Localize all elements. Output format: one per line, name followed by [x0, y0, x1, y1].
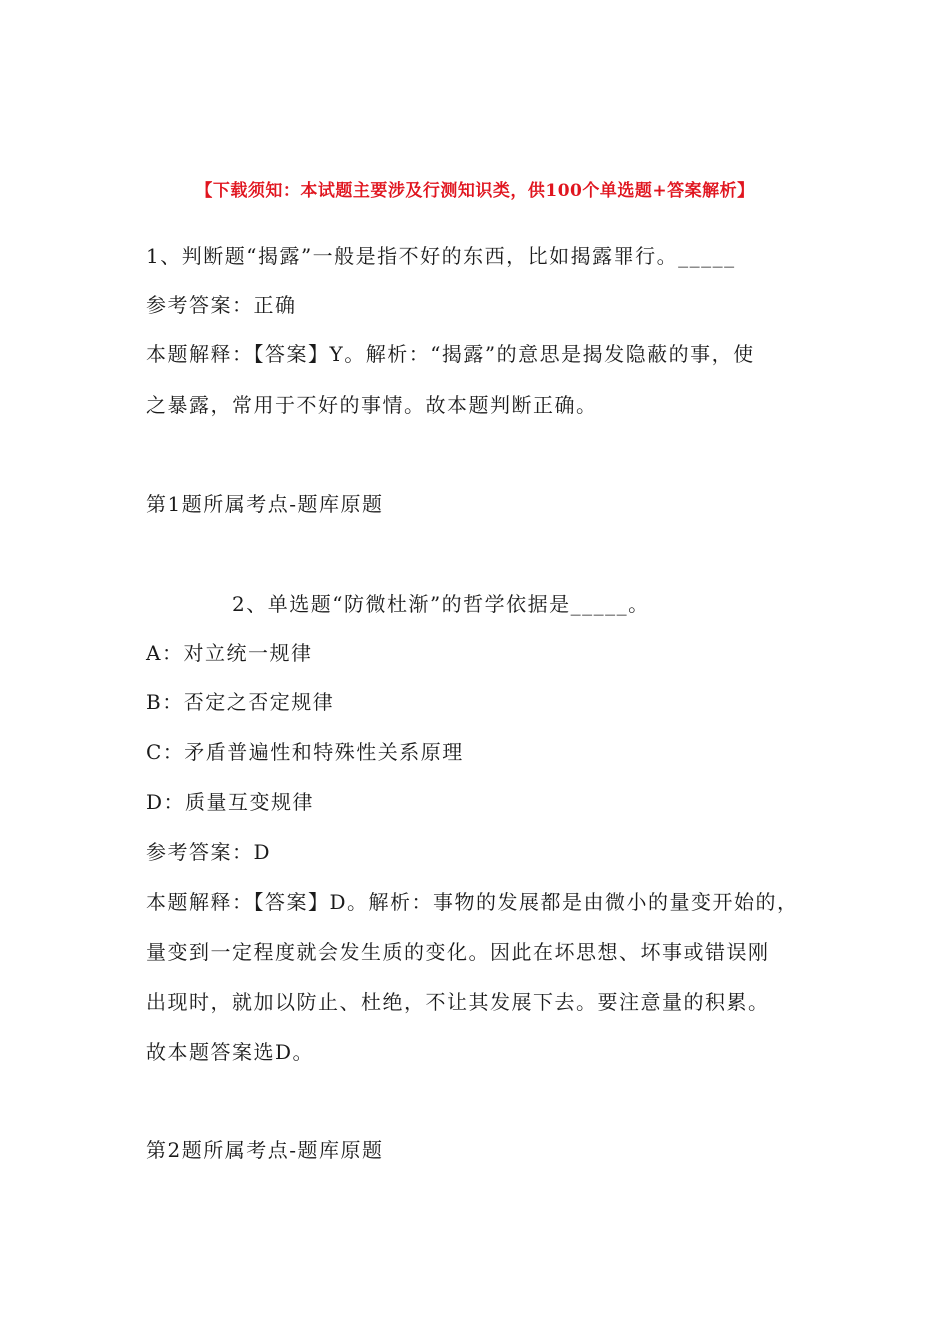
question-2-option-d: D：质量互变规律 [146, 790, 315, 814]
question-2-option-a: A：对立统一规律 [146, 641, 313, 665]
question-2-option-c: C：矛盾普遍性和特殊性关系原理 [146, 740, 464, 764]
question-2-answer: 参考答案：D [146, 840, 272, 864]
question-1-explanation-line: 本题解释：【答案】Y。解析：“揭露”的意思是揭发隐蔽的事，使 [146, 342, 755, 366]
question-2-explanation-line: 量变到一定程度就会发生质的变化。因此在坏思想、坏事或错误刚 [146, 940, 770, 964]
question-1-text: 1、判断题“揭露”一般是指不好的东西，比如揭露罪行。_____ [146, 244, 736, 268]
question-2-option-b: B：否定之否定规律 [146, 690, 335, 714]
question-2-source: 第2题所属考点-题库原题 [146, 1138, 384, 1162]
question-1-answer: 参考答案：正确 [146, 293, 297, 317]
question-2-explanation-line: 故本题答案选D。 [146, 1040, 315, 1064]
question-2-text: 2、单选题“防微杜渐”的哲学依据是_____。 [232, 592, 650, 616]
question-1-explanation-line: 之暴露，常用于不好的事情。故本题判断正确。 [146, 393, 598, 417]
question-2-explanation-line: 本题解释：【答案】D。解析：事物的发展都是由微小的量变开始的， [146, 890, 799, 914]
question-2-explanation-line: 出现时，就加以防止、杜绝，不让其发展下去。要注意量的积累。 [146, 990, 770, 1014]
question-1-source: 第1题所属考点-题库原题 [146, 492, 384, 516]
download-notice: 【下载须知：本试题主要涉及行测知识类，供100个单选题+答案解析】 [195, 181, 755, 201]
